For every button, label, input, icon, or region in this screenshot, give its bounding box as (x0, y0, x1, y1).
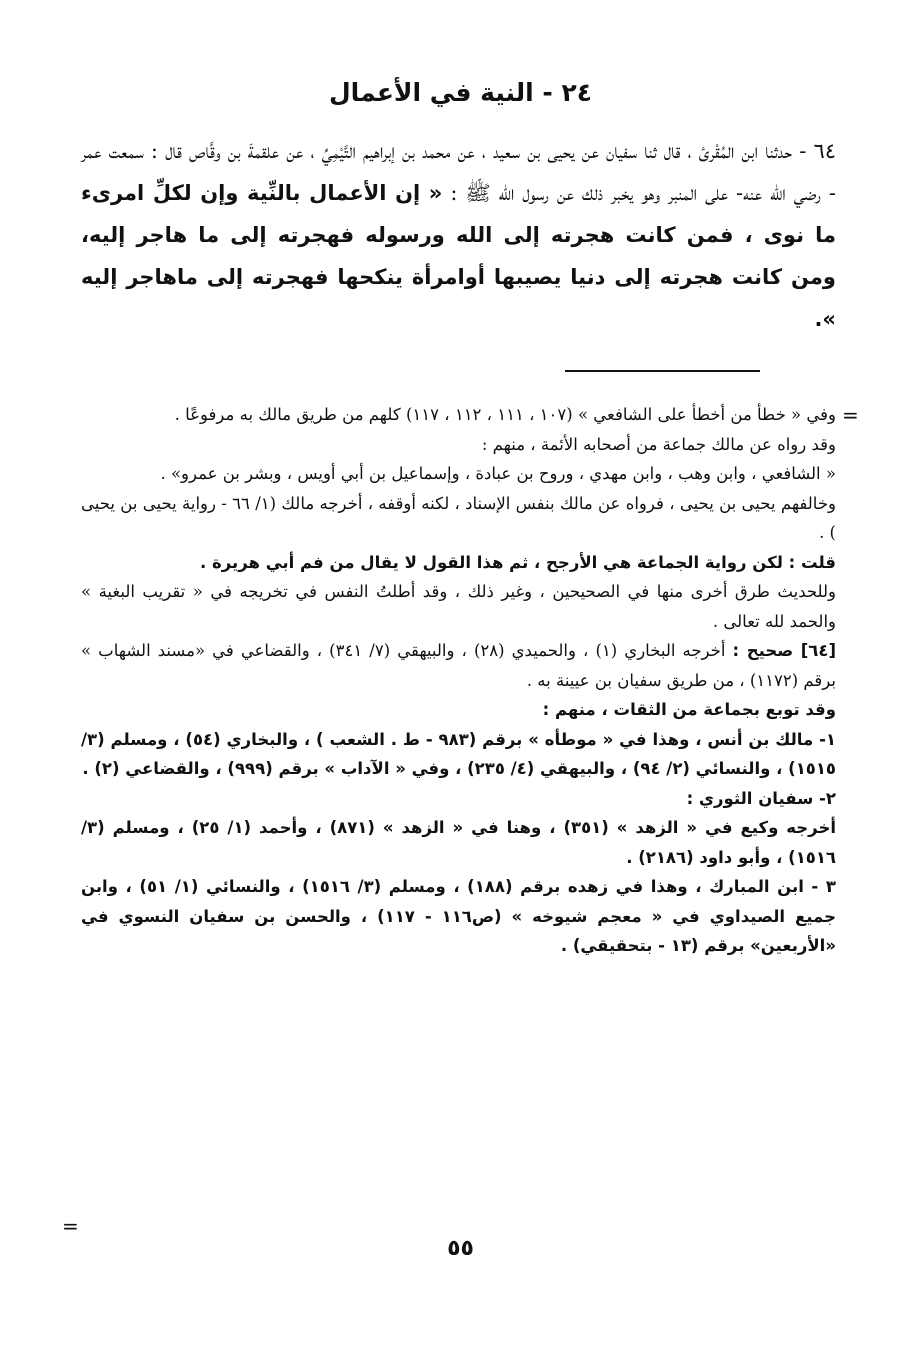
footnotes (81, 400, 836, 961)
hadith-isnad: ٦٤ - حدثنا ابن المُقْرئ ، قال ثنا سفيان عن يحيى بن سعيد ، عن محمد بن إبراهيم التَّيْمِيِّ ، عن علقمةَ بن وقَّاص قال : سمعت عمر - رضي اللّه عنه- على المنبر وهو يخبر ذلك عن رسول الله ﷺ : (81, 139, 836, 205)
footnote-paragraph: وقد رواه عن مالك جماعة من أصحابه الأئمة ، منهم : (481, 434, 836, 454)
footnote-separator (565, 370, 760, 372)
footnote-paragraph: وخالفهم يحيى بن يحيى ، فرواه عن مالك بنفس الإسناد ، لكنه أوقفه ، أخرجه مالك (١/ ٦٦ - رواية يحيى بن يحيى ) . (81, 493, 836, 542)
takhrij-paragraph (81, 636, 836, 695)
hadith-text (81, 130, 836, 340)
takhrij-label: [٦٤] صحيح : (732, 641, 836, 660)
hadith-matn: « إن الأعمال بالنِّية وإن لكلِّ امرىء ما نوى ، فمن كانت هجرته إلى الله ورسوله فهجرته إلى ما هاجر إليه، ومن كانت هجرته إلى دنيا يصيبها أوامرأة ينكحها فهجرته إلى ماهاجر إليه ». (81, 181, 836, 331)
chapter-title: ٢٤ - النية في الأعمال (328, 78, 592, 107)
follower-item-3: ٣ - ابن المبارك ، وهذا في زهده برقم (١٨٨) ، ومسلم (٣/ ١٥١٦) ، والنسائي (١/ ٥١) ، وابن جميع الصيداوي في « معجم شيوخه » (ص١١٦ - ١١٧) ، والحسن بن سفيان النسوي في «الأربعين» برقم (١٣ - بتحقيقي) . (81, 877, 836, 955)
footnote-continuation-mark: = (842, 403, 859, 427)
followers-intro: وقد توبع بجماعة من الثقات ، منهم : (542, 700, 836, 719)
footnote-paragraph: « الشافعي ، وابن وهب ، وابن مهدي ، وروح بن عبادة ، وإسماعيل بن أبي أويس ، وبشر بن عمرو» . (160, 464, 836, 483)
footnote-paragraph: وللحديث طرق أخرى منها في الصحيحين ، وغير ذلك ، وقد أطلتُ النفس في تخريجه في « تقريب البغية » والحمد لله تعالى . (81, 582, 836, 631)
follower-item-1: ١- مالك بن أنس ، وهذا في « موطأه » برقم (٩٨٣ - ط . الشعب ) ، والبخاري (٥٤) ، ومسلم (٣/ ١٥١٥) ، والنسائي (٢/ ٩٤) ، والبيهقي (٤/ ٢٣٥) ، وفي « الآداب » برقم (٩٩٩) ، والقضاعي (٢) . (81, 729, 836, 778)
follower-item-2-heading: ٢- سفيان الثوري : (686, 788, 836, 808)
follower-item-2-body: أخرجه وكيع في « الزهد » (٣٥١) ، وهنا في « الزهد » (٨٧١) ، وأحمد (١/ ٢٥) ، ومسلم (٣/ ١٥١٦) ، وأبو داود (٢١٨٦) . (81, 818, 836, 867)
takhrij-text: أخرجه البخاري (١) ، والحميدي (٢٨) ، والبيهقي (٧/ ٣٤١) ، والقضاعي في «مسند الشهاب » برقم (١١٧٢) ، من طريق سفيان بن عيينة به . (81, 641, 836, 690)
footnote-paragraph: قلت : لكن رواية الجماعة هي الأرجح ، ثم هذا القول لا يقال من فم أبي هريرة . (200, 552, 836, 572)
footnote-paragraph: وفي « خطأ من أخطأ على الشافعي » (١٠٧ ، ١١١ ، ١١٢ ، ١١٧) كلهم من طريق مالك به مرفوعًا . (174, 405, 836, 424)
footnote-end-mark: = (62, 1214, 79, 1238)
page-number: ٥٥ (447, 1236, 474, 1261)
